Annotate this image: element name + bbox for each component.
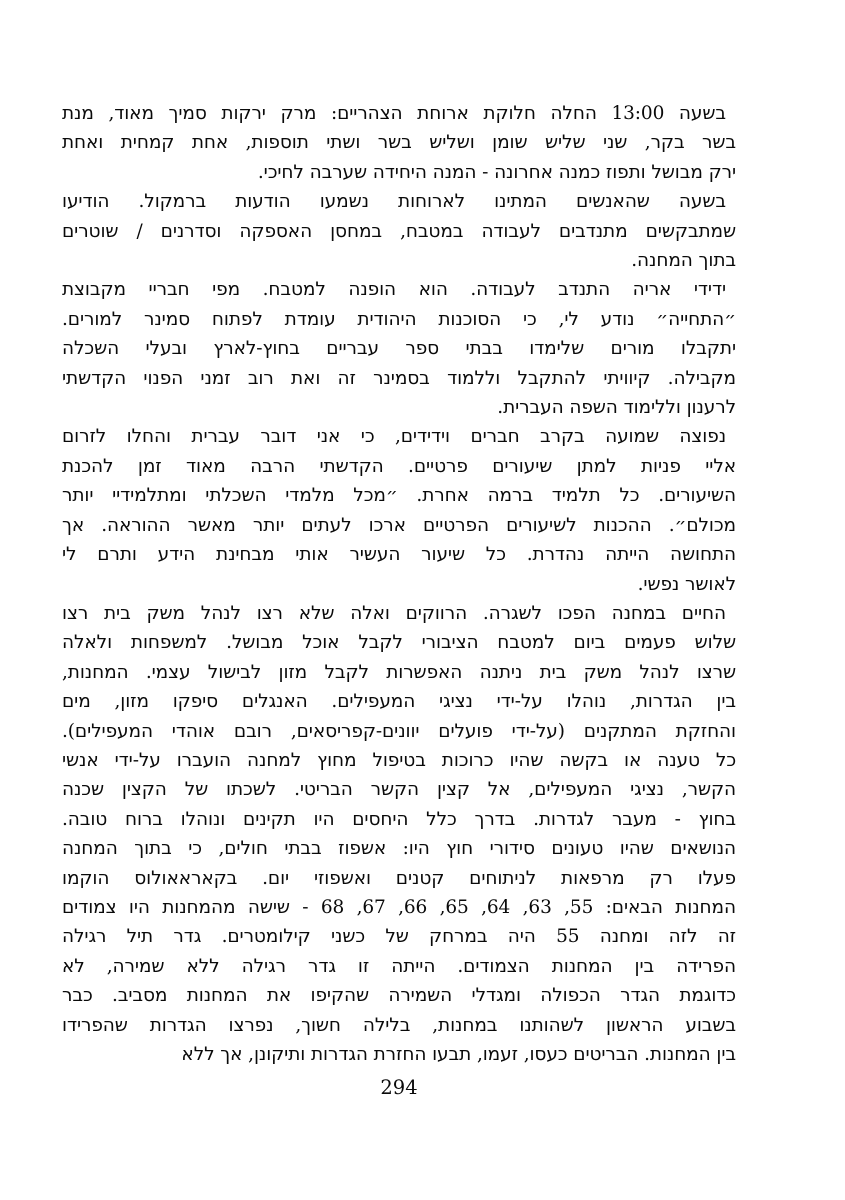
paragraph (62, 422, 736, 598)
paragraph (62, 275, 736, 422)
text-line: מקבילה. קיוויתי להתקבל וללמוד בסמינר זה ואת רוב זמני הפנוי הקדשתי (62, 367, 736, 389)
text-line: שמתבקשים מתנדבים לעבודה במטבח, במחסן האספקה וסדרנים / שוטרים (62, 220, 736, 242)
text-line: החיים במחנה הפכו לשגרה. הרווקים ואלה שלא רצו לנהל משק בית רצו (62, 602, 726, 624)
text-line: לרענון וללימוד השפה העברית. (497, 397, 736, 419)
text-line: שרצו לנהל משק בית ניתנה האפשרות לקבל מזון לבישול עצמי. המחנות, (62, 661, 736, 683)
text-line: ירק מבושל ותפוז כמנה אחרונה - המנה היחידה שערבה לחיכי. (257, 161, 736, 183)
text-line: פעלו רק מרפאות לניתוחים קטנים ואשפוזי יום. בקאראאולוס הוקמו (62, 867, 736, 889)
text-line: כדוגמת הגדר הכפולה ומגדלי השמירה שהקיפו את המחנות מסביב. כבר (62, 985, 736, 1007)
text-line: בשעה 13:00 החלה חלוקת ארוחת הצהריים: מרק ירקות סמיך מאוד, מנת (62, 103, 726, 124)
text-line: בשעה שהאנשים המתינו לארוחות נשמעו הודעות ברמקול. הודיעו (62, 191, 726, 213)
paragraph (62, 599, 736, 1070)
text-line: אליי פניות למתן שיעורים פרטיים. הקדשתי הרבה מאוד זמן להכנת (62, 455, 736, 477)
page-number: 294 (380, 1076, 418, 1099)
text-line: בין המחנות. הבריטים כעסו, זעמו, תבעו החזרת הגדרות ותיקונן, אך ללא (181, 1044, 736, 1065)
text-line: שלוש פעמים ביום למטבח הציבורי לקבל אוכל מבושל. למשפחות ולאלה (62, 632, 736, 654)
text-line: הפרידה בין המחנות הצמודים. הייתה זו גדר רגילה ללא שמירה, לא (62, 955, 736, 977)
text-line: הקשר, נציגי המעפילים, אל קצין הקשר הבריטי. לשכתו של הקצין שכנה (62, 779, 736, 801)
text-line: בתוך המחנה. (631, 250, 736, 272)
page-text-body (62, 0, 736, 1069)
text-line: בשבוע הראשון לשהותנו במחנות, בלילה חשוך, נפרצו הגדרות שהפרידו (62, 1014, 736, 1036)
text-line: נפוצה שמועה בקרב חברים וידידים, כי אני דובר עברית והחלו לזרום (62, 426, 726, 448)
text-line: יתקבלו מורים שלימדו בבתי ספר עבריים בחוץ-לארץ ובעלי השכלה (62, 338, 736, 360)
text-line: ידידי אריה התנדב לעבודה. הוא הופנה למטבח. מפי חבריי מקבוצת (62, 279, 726, 301)
text-line: כל טענה או בקשה שהיו כרוכות בטיפול מחוץ למחנה הועברו על-ידי אנשי (62, 749, 736, 771)
text-line: זה לזה ומחנה 55 היה במרחק של כשני קילומטרים. גדר תיל רגילה (62, 926, 736, 948)
text-line: הנושאים שהיו טעונים סידורי חוץ היו: אשפוז בבתי חולים, כי בתוך המחנה (62, 838, 736, 860)
text-line: המחנות הבאים: 55, 63, 64, 65, 66, 67, 68 - שישה מהמחנות היו צמודים (62, 896, 736, 918)
text-line: ״התחייה״ נודע לי, כי הסוכנות היהודית עומדת לפתוח סמינר למורים. (62, 308, 736, 330)
text-line: בין הגדרות, נוהלו על-ידי נציגי המעפילים. האנגלים סיפקו מזון, מים (62, 691, 736, 713)
text-line: מכולם״. ההכנות לשיעורים הפרטיים ארכו לעתים יותר מאשר ההוראה. אך (62, 514, 736, 536)
text-line: לאושר נפשי. (637, 573, 736, 595)
text-line: בחוץ - מעבר לגדרות. בדרך כלל היחסים היו תקינים ונוהלו ברוח טובה. (62, 808, 736, 830)
text-line: השיעורים. כל תלמיד ברמה אחרת. ״מכל מלמדי השכלתי ומתלמידיי יותר (62, 485, 736, 507)
text-line: והחזקת המתקנים (על-ידי פועלים יוונים-קפריסאים, רובם אוהדי המעפילים). (62, 720, 736, 742)
text-line: התחושה הייתה נהדרת. כל שיעור העשיר אותי מבחינת הידע ותרם לי (62, 544, 736, 566)
paragraph (62, 99, 736, 187)
paragraph (62, 187, 736, 275)
text-line: בשר בקר, שני שליש שומן ושליש בשר ושתי תוספות, אחת קמחית ואחת (62, 132, 736, 154)
